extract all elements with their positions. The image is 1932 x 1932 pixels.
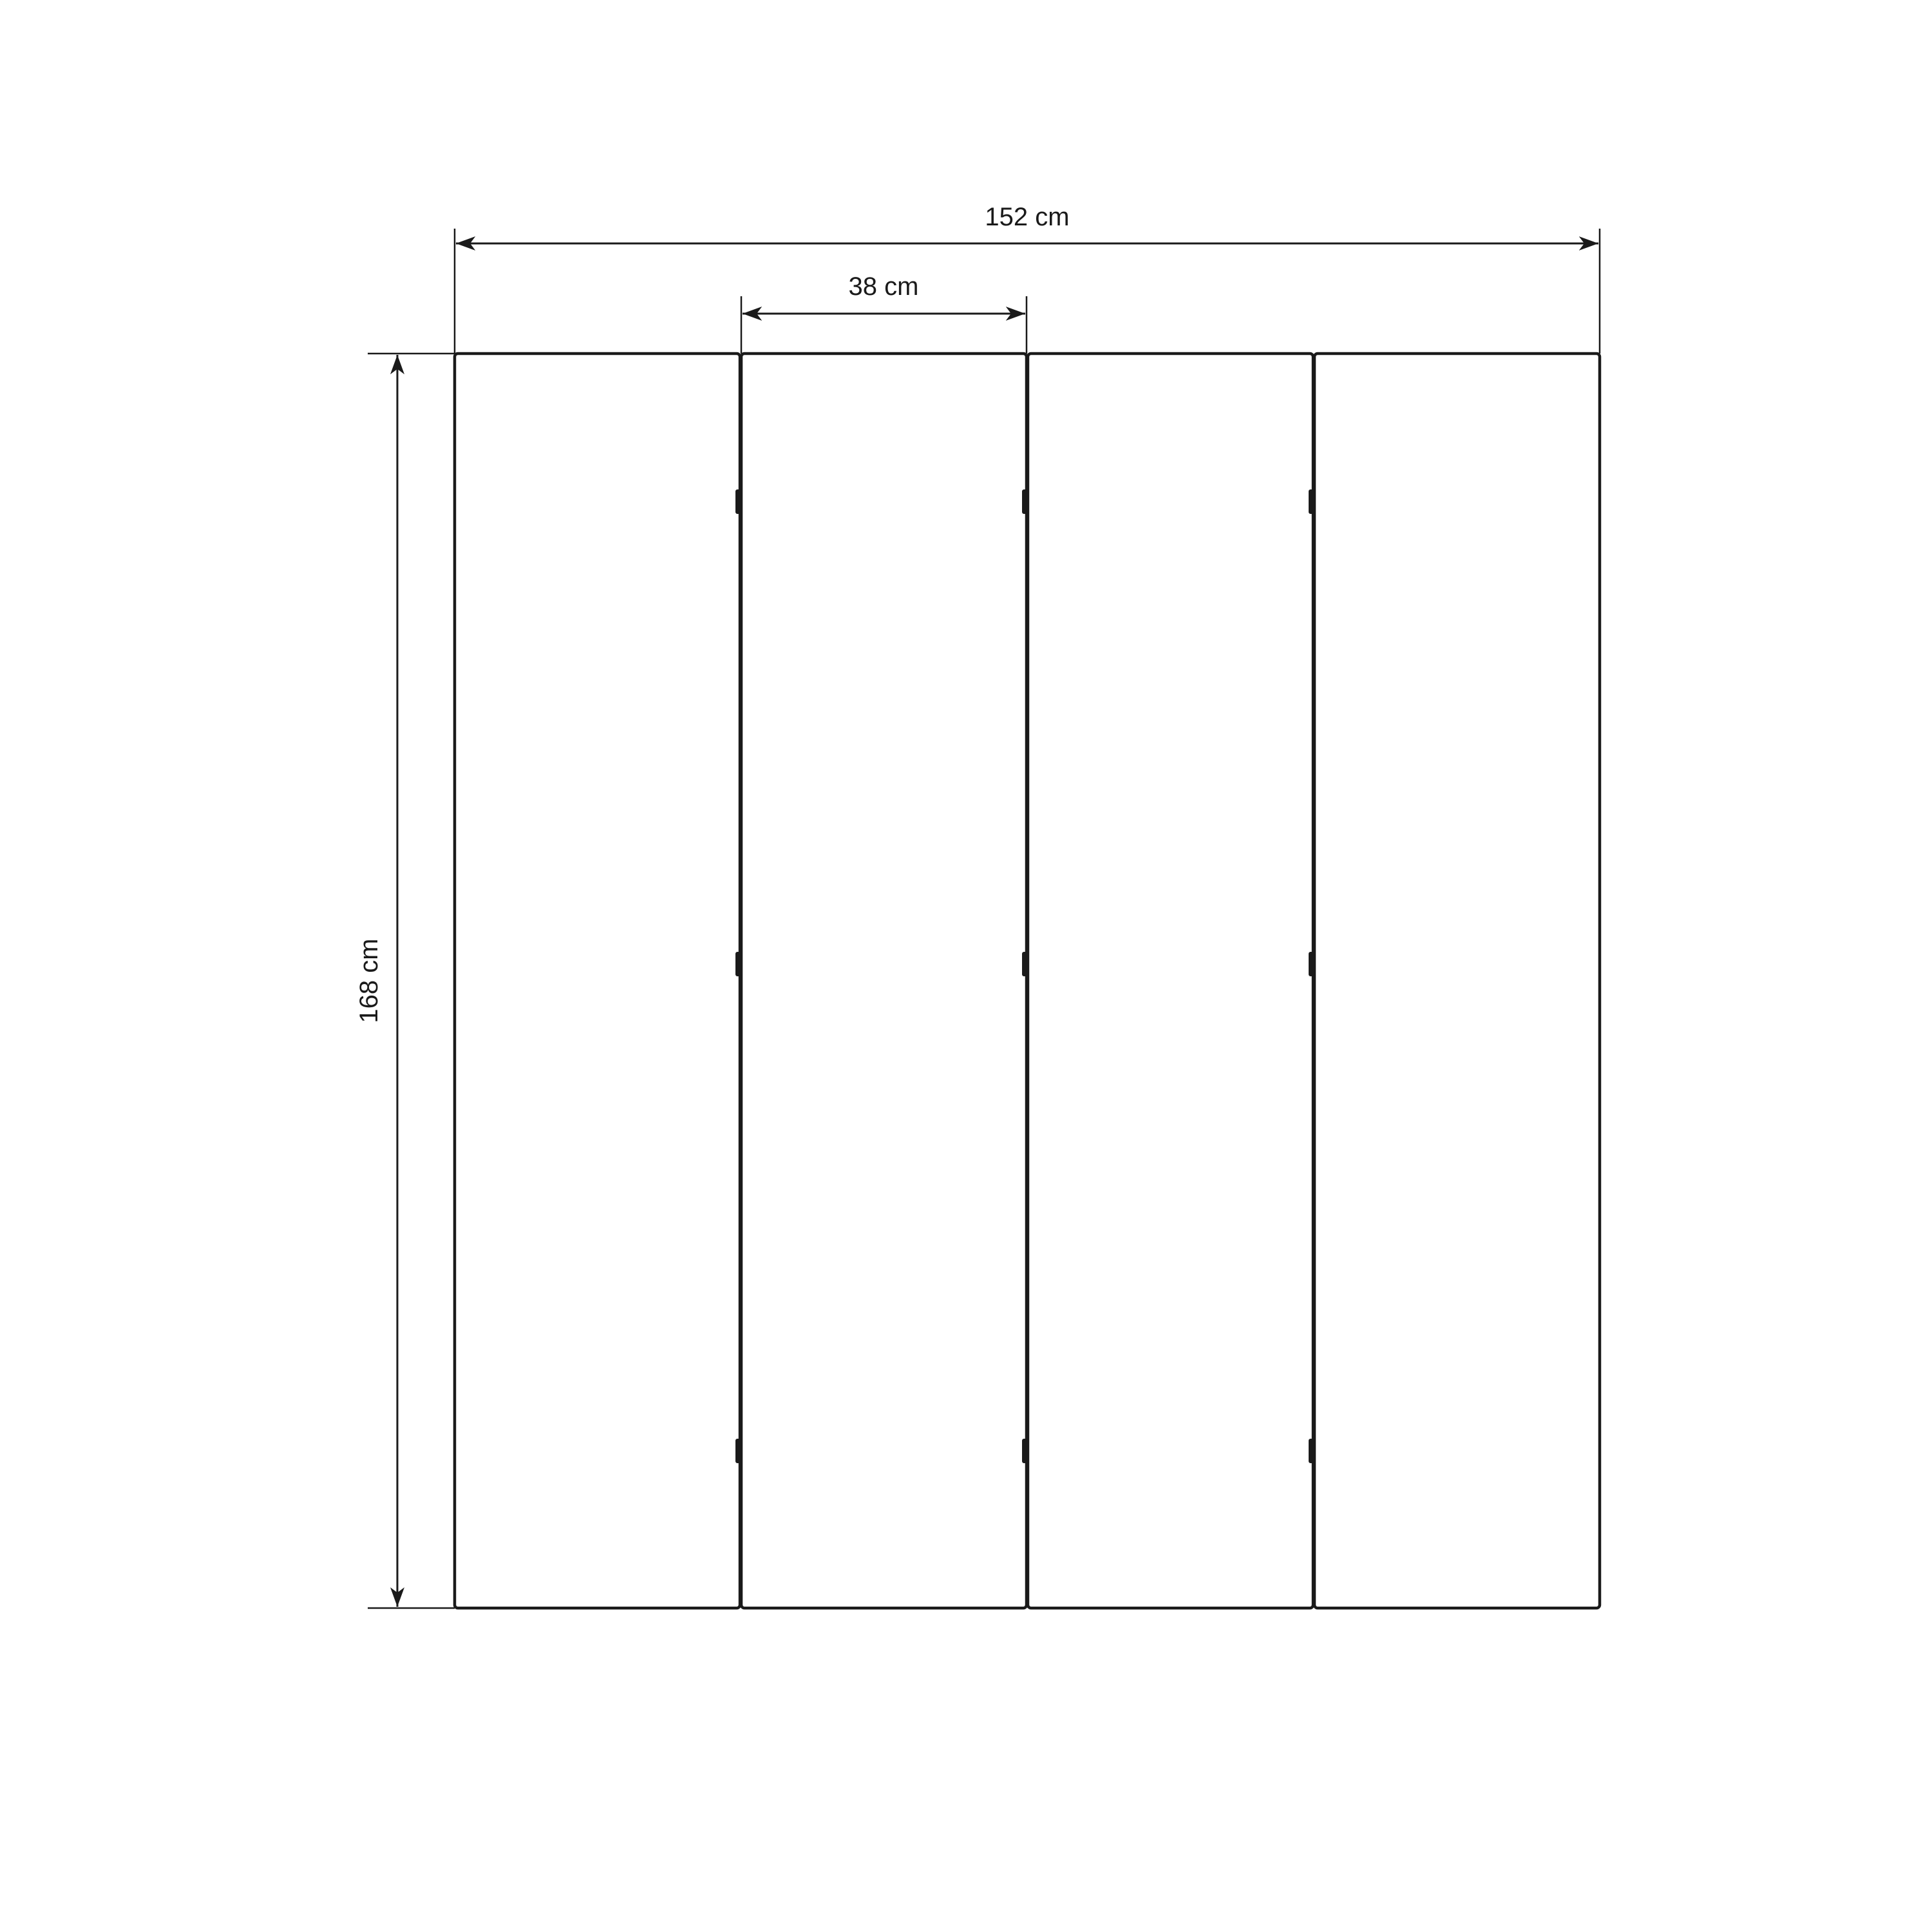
hinge-icon	[1309, 952, 1316, 976]
overall-height-label: 168 cm	[355, 938, 383, 1023]
panel-1	[455, 354, 740, 1608]
hinge-icon	[735, 1439, 743, 1463]
panel-2	[741, 354, 1027, 1608]
overall-height-dimension	[355, 354, 455, 1608]
hinge-icon	[1309, 489, 1316, 514]
hinge-icon	[735, 489, 743, 514]
overall-width-label: 152 cm	[985, 203, 1070, 231]
hinge-icon	[1022, 1439, 1029, 1463]
panel-width-label: 38 cm	[848, 272, 919, 301]
hinge-icon	[735, 952, 743, 976]
hinge-icon	[1022, 489, 1029, 514]
hinge-icon	[1309, 1439, 1316, 1463]
panel-4	[1314, 354, 1600, 1608]
panel-width-dimension	[741, 272, 1027, 354]
hinge-icon	[1022, 952, 1029, 976]
panel-3	[1028, 354, 1313, 1608]
panel-group	[455, 354, 1600, 1608]
